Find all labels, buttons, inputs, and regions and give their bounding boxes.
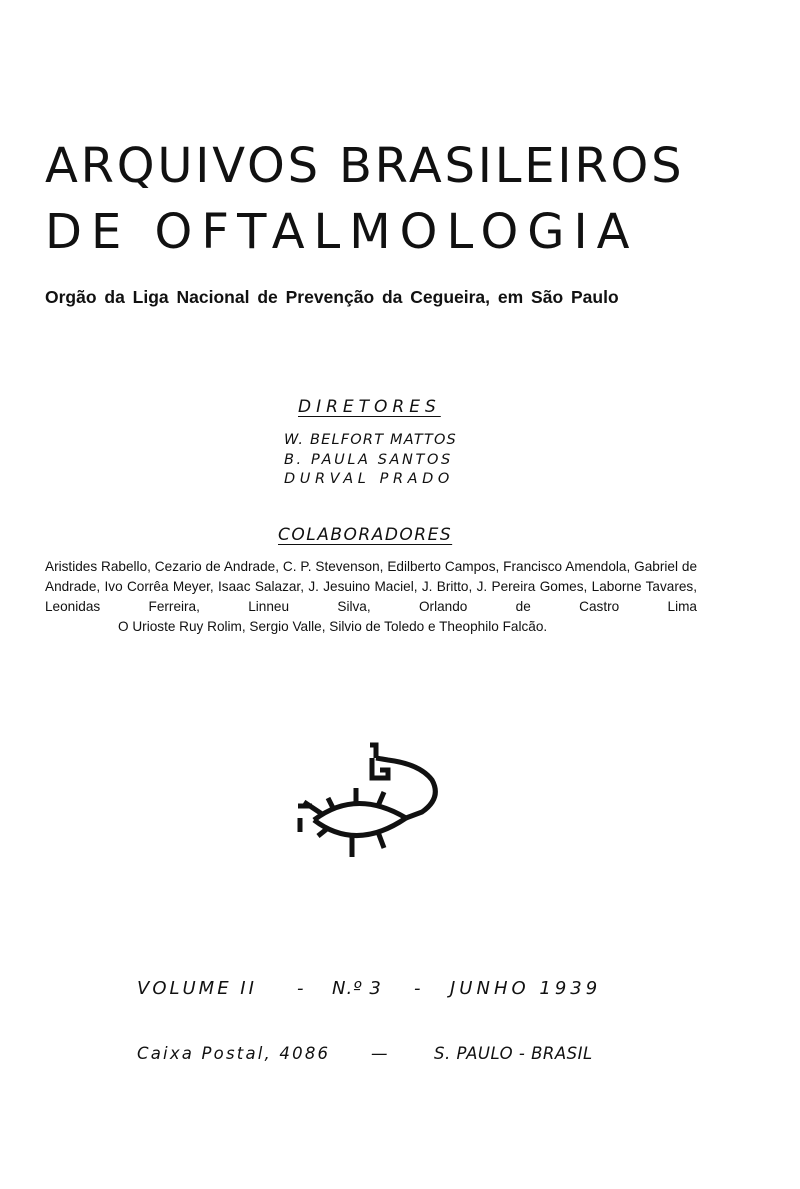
colaboradores-heading: COLABORADORES xyxy=(278,525,453,545)
colaboradores-list-last-line: O Urioste Ruy Rolim, Sergio Valle, Silvio de Toledo e Theophilo Falcão. xyxy=(118,619,548,634)
journal-subtitle: Orgão da Liga Nacional de Prevenção da Cegueira, em São Paulo xyxy=(45,287,619,307)
journal-title-line-1: ARQUIVOS BRASILEIROS xyxy=(45,138,685,194)
city-country: S. PAULO - BRASIL xyxy=(434,1044,593,1063)
issue-date: JUNHO 1939 xyxy=(450,978,602,999)
address-line xyxy=(137,1044,612,1068)
diretores-heading: DIRETORES xyxy=(298,397,441,417)
eye-logo-icon xyxy=(294,740,444,862)
colaboradores-list: Aristides Rabello, Cezario de Andrade, C. P. Stevenson, Edilberto Campos, Francisco Amendola, Gabriel de Andrade, Ivo Corrêa Meyer, Isaac Salazar, J. Jesuino Maciel, J. Britto, J. Pereira Gomes, Laborne Tavares, Leonidas Ferreira, Linneu Silva, Orlando de Castro Lima xyxy=(45,559,697,614)
director-name: B. PAULA SANTOS xyxy=(284,452,453,468)
issue-number: N.º 3 xyxy=(332,978,382,999)
postal-box: Caixa Postal, 4086 xyxy=(137,1044,331,1063)
journal-title-line-2: DE OFTALMOLOGIA xyxy=(45,204,639,260)
director-name: DURVAL PRADO xyxy=(284,471,454,487)
separator: - xyxy=(414,978,421,999)
volume-label: VOLUME II xyxy=(137,978,257,999)
director-name: W. BELFORT MATTOS xyxy=(284,432,457,448)
separator: - xyxy=(297,978,304,999)
address-dash: — xyxy=(371,1044,388,1063)
issue-line xyxy=(137,978,612,1004)
